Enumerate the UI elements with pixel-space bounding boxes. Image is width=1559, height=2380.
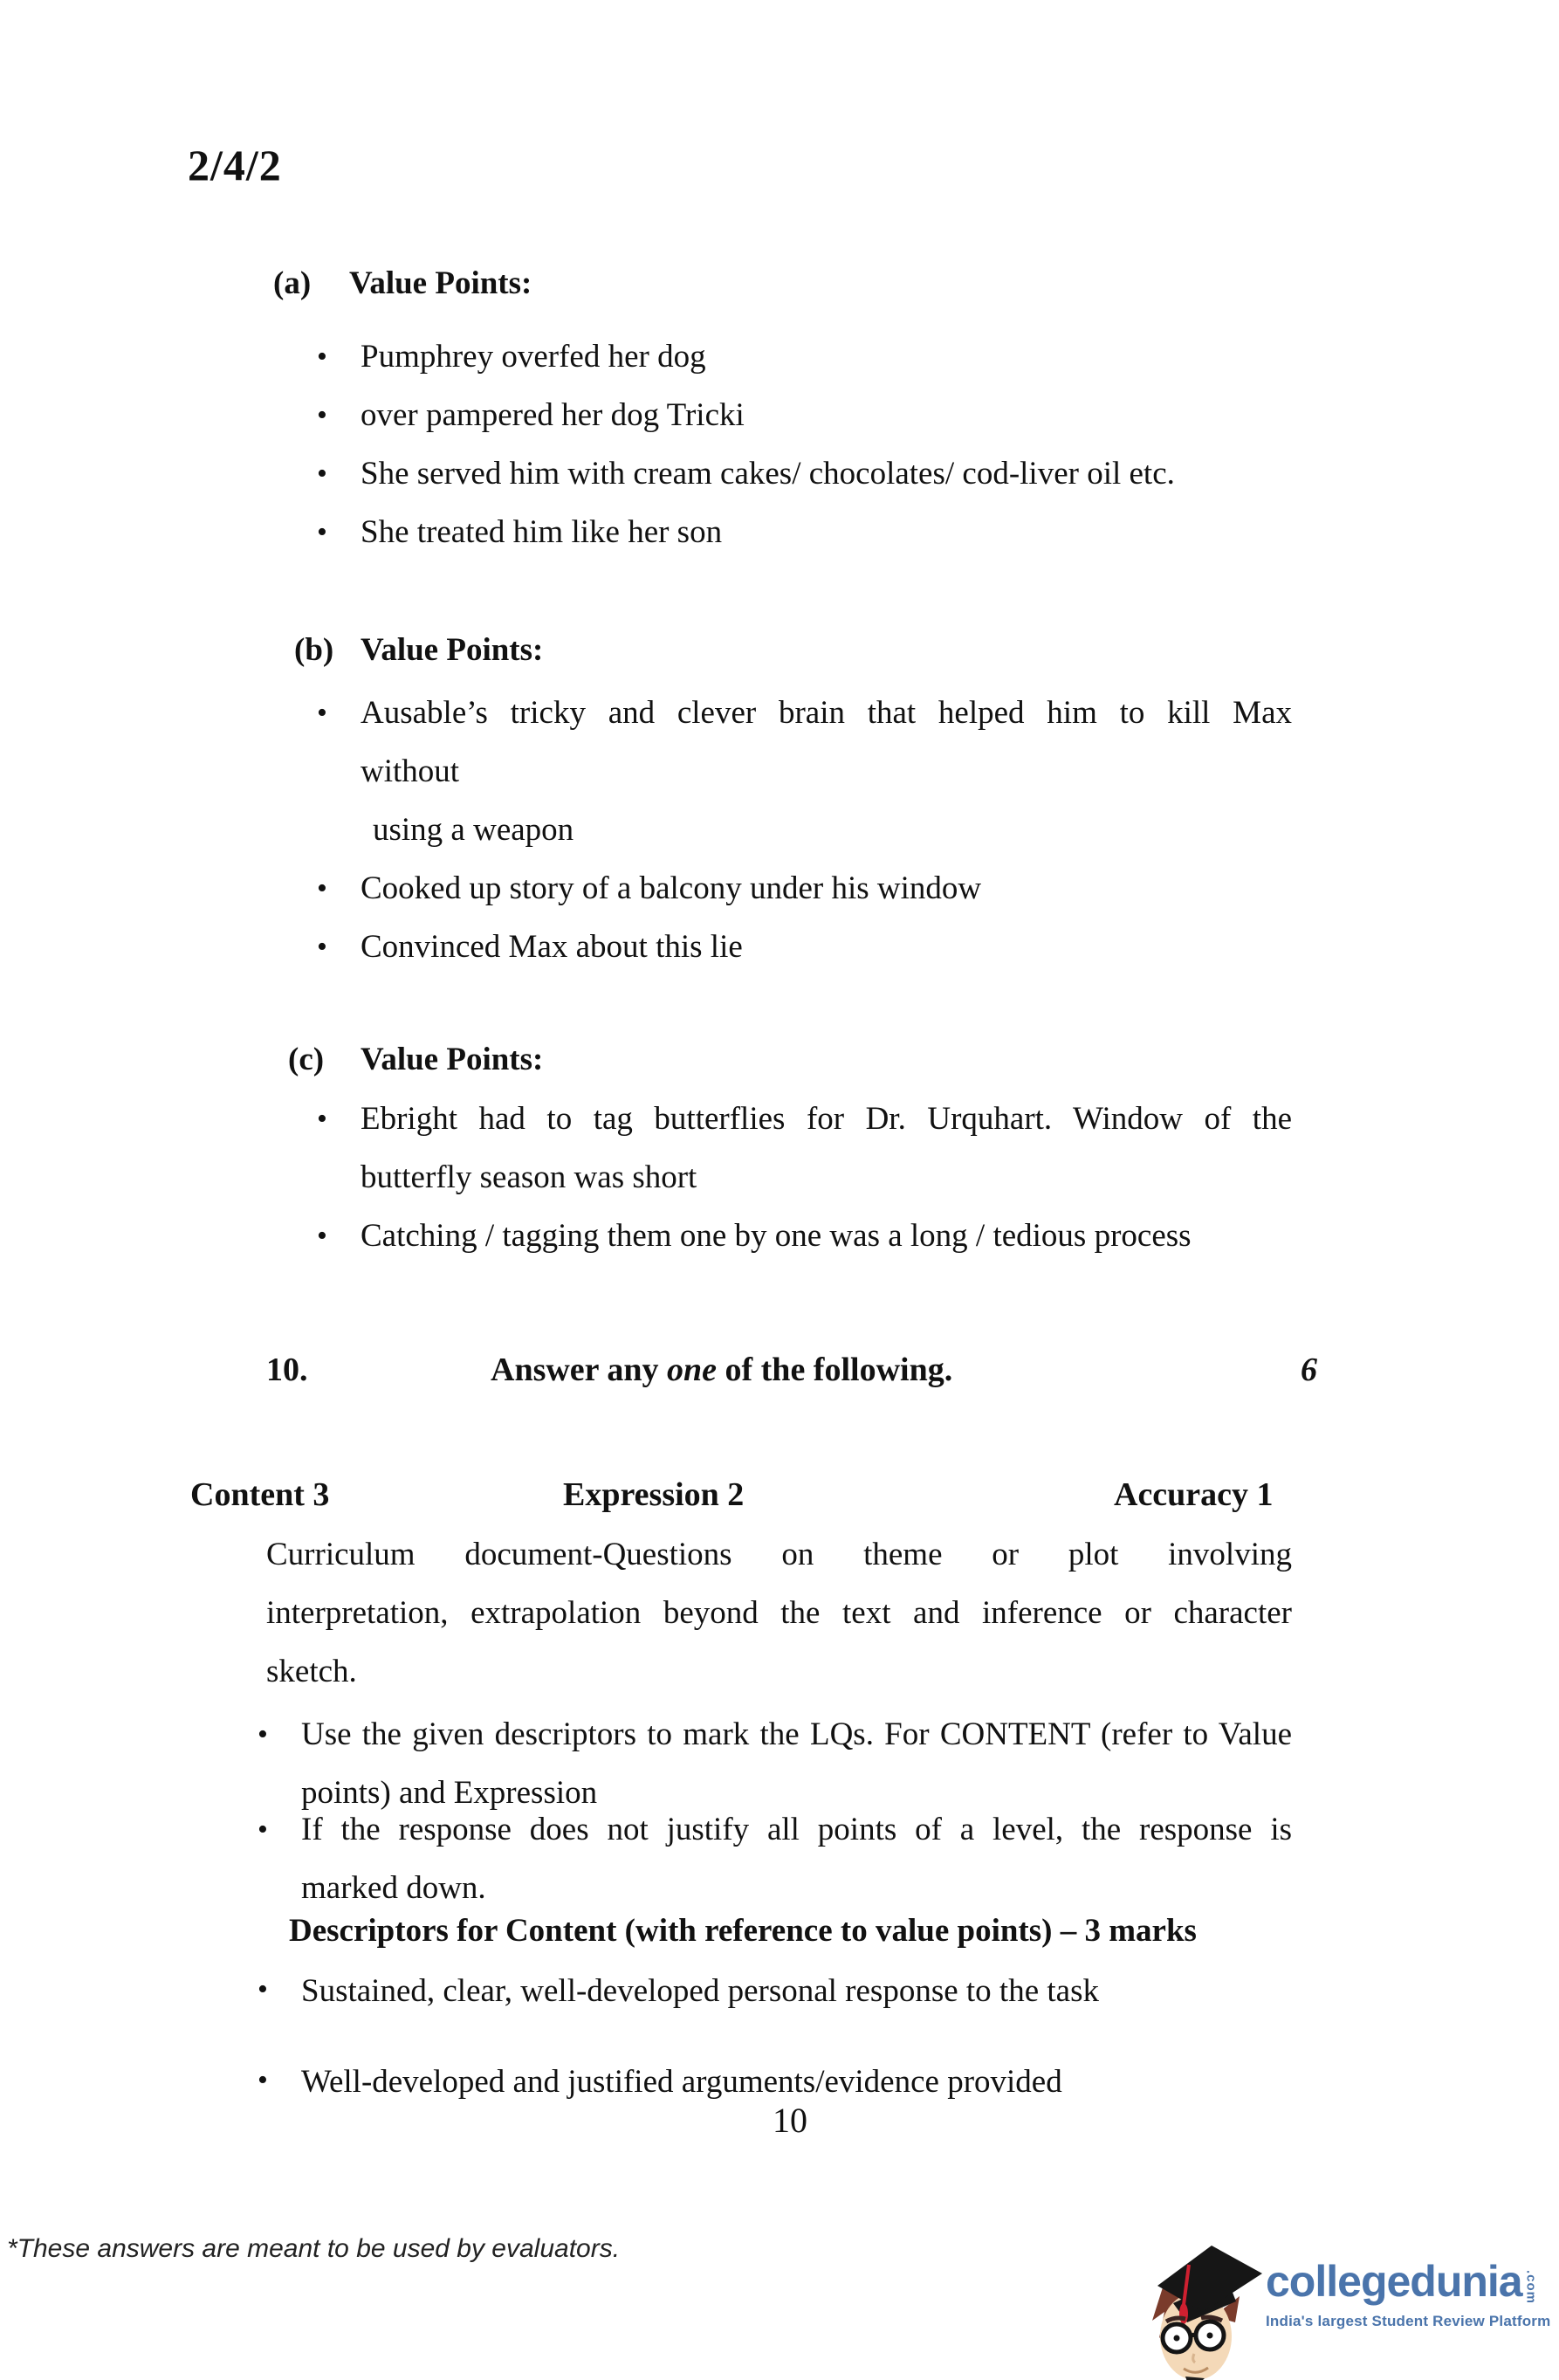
question-text (491, 1351, 952, 1391)
section-a-label: (a) (273, 265, 312, 301)
mascot-tassel-drop (1179, 2303, 1188, 2324)
question-row (0, 1351, 1559, 1394)
guideline-bullet-if (258, 1800, 1292, 1917)
question-text-emphasis: one (667, 1352, 717, 1388)
list-item (317, 444, 1292, 503)
section-c-label: (c) (288, 1042, 325, 1077)
bullet-icon: • (258, 2064, 268, 2096)
collegedunia-logo (1150, 2228, 1559, 2380)
paragraph-line: interpretation, extrapolation beyond the text and inference or character (266, 1595, 1292, 1631)
bullet-icon: • (317, 340, 327, 373)
bullet-icon: • (317, 457, 327, 490)
section-c-heading (288, 1041, 543, 1079)
section-a-heading (273, 265, 532, 303)
section-b-label: (b) (294, 632, 334, 668)
list-item (317, 684, 1292, 859)
bullet-text: over pampered her dog Tricki (361, 397, 745, 433)
question-marks: 6 (1301, 1352, 1317, 1388)
section-b-heading (294, 631, 543, 670)
logo-tld-text: .com (1523, 2270, 1539, 2305)
section-c-bullets (317, 1090, 1292, 1265)
paragraph-line: sketch. (266, 1654, 357, 1689)
criteria-content: Content 3 (190, 1476, 330, 1513)
bullet-text: without (361, 753, 460, 789)
question-text-suffix: of the following. (717, 1352, 953, 1388)
bullet-text: If the response does not justify all points of a level, the response is (301, 1812, 1292, 1847)
bullet-icon: • (317, 399, 327, 431)
bullet-icon: • (317, 1103, 327, 1135)
bullet-text: Ebright had to tag butterflies for Dr. Urquhart. Window of the (361, 1101, 1292, 1137)
bullet-text: Sustained, clear, well-developed personal response to the task (301, 1973, 1099, 2009)
logo-tagline: India's largest Student Review Platform (1266, 2313, 1551, 2329)
paper-code: 2/4/2 (188, 141, 282, 189)
bullet-text: She treated him like her son (361, 514, 723, 550)
section-a-bullets (317, 327, 1292, 561)
list-item (317, 327, 1292, 386)
evaluator-note: *These answers are meant to be used by evaluators. (7, 2234, 621, 2263)
criteria-row (0, 1475, 1559, 1519)
bullet-icon: • (317, 1220, 327, 1252)
list-item (258, 2061, 1292, 2103)
bullet-text: Cooked up story of a balcony under his window (361, 870, 982, 906)
list-item (317, 503, 1292, 561)
curriculum-paragraph (266, 1525, 1292, 1701)
list-item (258, 1800, 1292, 1917)
bullet-icon: • (258, 1813, 268, 1846)
section-a-title: Value Points: (349, 265, 532, 301)
descriptor-bullet-welldeveloped (258, 2061, 1292, 2103)
list-item (258, 1971, 1292, 2012)
bullet-text: Ausable’s tricky and clever brain that helped him to kill Max (361, 695, 1292, 731)
bullet-text: marked down. (301, 1870, 486, 1906)
collegedunia-mascot-icon (1150, 2233, 1264, 2380)
bullet-text: She served him with cream cakes/ chocolates/ cod-liver oil etc. (361, 456, 1175, 492)
paragraph-line: Curriculum document-Questions on theme or plot involving (266, 1537, 1292, 1572)
bullet-text: butterfly season was short (361, 1159, 697, 1195)
criteria-accuracy: Accuracy 1 (1114, 1476, 1274, 1513)
bullet-continuation-text: using a weapon (373, 812, 574, 848)
bullet-icon: • (258, 1718, 268, 1751)
section-b-bullets (317, 684, 1292, 976)
bullet-text: Use the given descriptors to mark the LQs. For CONTENT (refer to Value (301, 1716, 1292, 1752)
list-item (317, 1207, 1292, 1265)
bullet-icon: • (317, 872, 327, 905)
mascot-eye-right (1207, 2333, 1213, 2339)
bullet-text: Catching / tagging them one by one was a long / tedious process (361, 1218, 1192, 1254)
descriptor-bullet-sustained (258, 1971, 1292, 2012)
bullet-icon: • (317, 931, 327, 963)
section-b-title: Value Points: (361, 632, 544, 668)
logo-brand-row (1266, 2258, 1550, 2306)
bullet-icon: • (258, 1973, 268, 2005)
section-c-title: Value Points: (361, 1042, 544, 1077)
question-text-prefix: Answer any (491, 1352, 667, 1388)
bullet-icon: • (317, 697, 327, 729)
descriptors-heading: Descriptors for Content (with reference to value points) – 3 marks (289, 1913, 1197, 1949)
criteria-expression: Expression 2 (563, 1476, 745, 1513)
bullet-text: Convinced Max about this lie (361, 929, 743, 965)
list-item (317, 859, 1292, 918)
mascot-eye-left (1174, 2335, 1180, 2342)
list-item (317, 386, 1292, 444)
question-number: 10. (266, 1352, 308, 1388)
list-item (317, 1090, 1292, 1207)
page-number: 10 (773, 2101, 807, 2140)
bullet-text: Well-developed and justified arguments/evidence provided (301, 2064, 1062, 2100)
bullet-text: points) and Expression (301, 1775, 598, 1811)
logo-text-block (1266, 2258, 1550, 2330)
list-item (317, 918, 1292, 976)
logo-brand-text: collegedunia (1266, 2257, 1522, 2306)
bullet-icon: • (317, 516, 327, 548)
bullet-text: Pumphrey overfed her dog (361, 339, 706, 375)
